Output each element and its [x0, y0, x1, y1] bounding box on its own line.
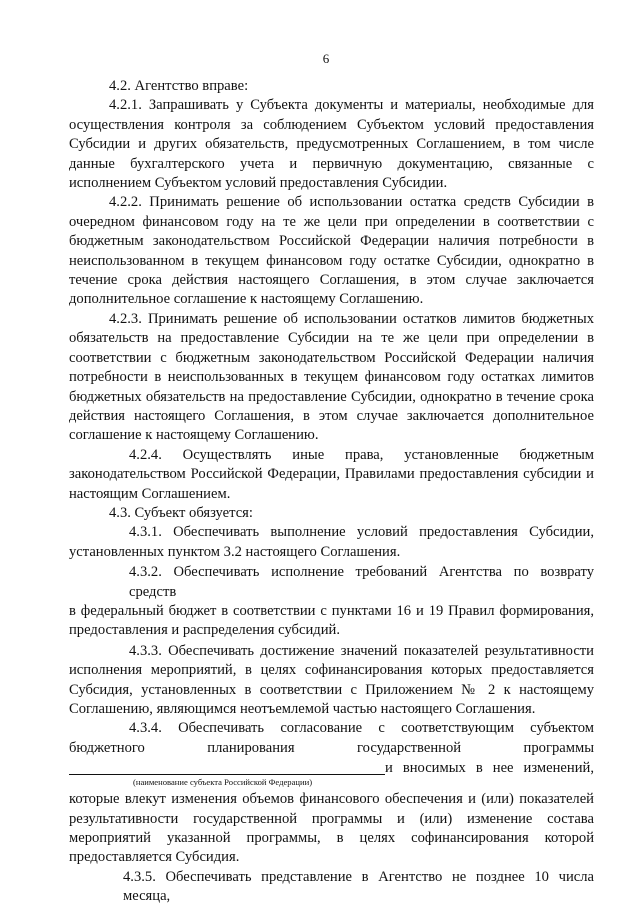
paragraph-4-3-4-line: предоставляется Субсидия.	[69, 849, 240, 866]
paragraph-4-3-2-line: предоставления и распределения субсидий.	[69, 622, 340, 639]
paragraph-4-3-3-line: Соглашению, являющимся неотъемлемой частью настоящего Соглашения.	[69, 701, 536, 717]
subject-name-fill-line	[69, 758, 594, 778]
paragraph-4-2-3-line: действия настоящего Соглашения, в этом случае заключается дополнительное	[69, 407, 594, 424]
paragraph-4-3-2-line: 4.3.2. Обеспечивать исполнение требований Агентства по возврату средств	[129, 564, 594, 600]
paragraph-4-3-3-line: 4.3.3. Обеспечивать достижение значений показателей результативности	[129, 642, 594, 659]
paragraph-4-3-4-line: и вносимых в нее изменений,	[385, 759, 594, 776]
paragraph-4-3-3-line: Субсидия, установленных в соответствии с Приложением № 2 к настоящему	[69, 681, 594, 698]
section-heading-4-3: 4.3. Субъект обязуется:	[109, 504, 253, 521]
paragraph-4-3-2-line: в федеральный бюджет в соответствии с пунктами 16 и 19 Правил формирования,	[69, 602, 594, 619]
paragraph-4-3-4-line: результативности государственной программы и (или) изменение состава	[69, 810, 594, 827]
paragraph-4-3-4-line: которые влекут изменения объемов финансового обеспечения и (или) показателей	[69, 791, 594, 808]
section-heading-4-2: 4.2. Агентство вправе:	[109, 78, 249, 94]
paragraph-4-2-1-line: 4.2.1. Запрашивать у Субъекта документы и материалы, необходимые для	[109, 97, 594, 114]
paragraph-4-2-2-line: очередном финансовом году на те же цели при определении в соответствии с	[69, 213, 594, 230]
paragraph-4-2-1-line: исполнением Субъектом условий предоставления Субсидии.	[69, 175, 448, 192]
document-body	[69, 77, 594, 907]
paragraph-4-3-3-line: исполнения мероприятий, в целях софинансирования которых предоставляется	[69, 662, 594, 679]
paragraph-4-2-1-line: данные бухгалтерского учета и первичную документацию, связанные с	[69, 155, 594, 172]
paragraph-4-2-1-line: осуществления контроля за соблюдением Субъектом условий предоставления	[69, 116, 594, 133]
paragraph-4-2-1-line: Субсидии и других обязательств, предусмотренных Соглашением, в том числе	[69, 136, 594, 153]
paragraph-4-2-3-line: бюджетных обязательств на предоставление Субсидии, однократно в течение срока	[69, 388, 594, 405]
paragraph-4-3-4-line: мероприятий указанной программы, в целях софинансирования которой	[69, 830, 594, 847]
paragraph-4-2-2-line: течение срока действия настоящего Соглашения, в этом случае заключается	[69, 272, 594, 289]
paragraph-4-2-4-line: настоящим Соглашением.	[69, 485, 231, 502]
paragraph-4-2-3-line: соглашение к настоящему Соглашению.	[69, 427, 319, 444]
subject-name-blank	[69, 759, 385, 775]
paragraph-4-2-3-line: обязательств на предоставление Субсидии на те же цели при определении в	[69, 330, 594, 347]
paragraph-4-2-3-line: соответствии с бюджетным законодательством Российской Федерации наличия	[69, 349, 594, 366]
paragraph-4-2-3-line: 4.2.3. Принимать решение об использовании остатков лимитов бюджетных	[109, 310, 594, 327]
paragraph-4-2-2-line: 4.2.2. Принимать решение об использовании остатка средств Субсидии в	[109, 194, 594, 211]
paragraph-4-2-2-line: неиспользованном в текущем финансовом году остатке Субсидии, однократно в	[69, 252, 594, 269]
paragraph-4-3-4-line: бюджетного планирования государственной программы	[69, 739, 594, 756]
paragraph-4-2-3-line: потребности в неиспользованных в текущем финансовом году остатках лимитов	[69, 369, 594, 386]
paragraph-4-3-4-line: 4.3.4. Обеспечивать согласование с соответствующим субъектом	[129, 720, 594, 737]
paragraph-4-2-4-line: 4.2.4. Осуществлять иные права, установленные бюджетным	[129, 446, 594, 463]
page-number: 6	[322, 51, 330, 66]
paragraph-4-2-4-line: законодательством Российской Федерации, Правилами предоставления субсидии и	[69, 466, 594, 483]
paragraph-4-3-1-line: 4.3.1. Обеспечивать выполнение условий предоставления Субсидии,	[129, 524, 594, 541]
subject-name-caption: (наименование субъекта Российской Федерации)	[133, 777, 313, 788]
paragraph-4-3-5-line: 4.3.5. Обеспечивать представление в Агентство не позднее 10 числа месяца,	[123, 868, 594, 905]
paragraph-4-2-2-line: дополнительное соглашение к настоящему Соглашению.	[69, 291, 424, 308]
paragraph-4-3-1-line: установленных пунктом 3.2 настоящего Соглашения.	[69, 543, 401, 560]
paragraph-4-2-2-line: бюджетным законодательством Российской Федерации наличия потребности в	[69, 233, 594, 250]
